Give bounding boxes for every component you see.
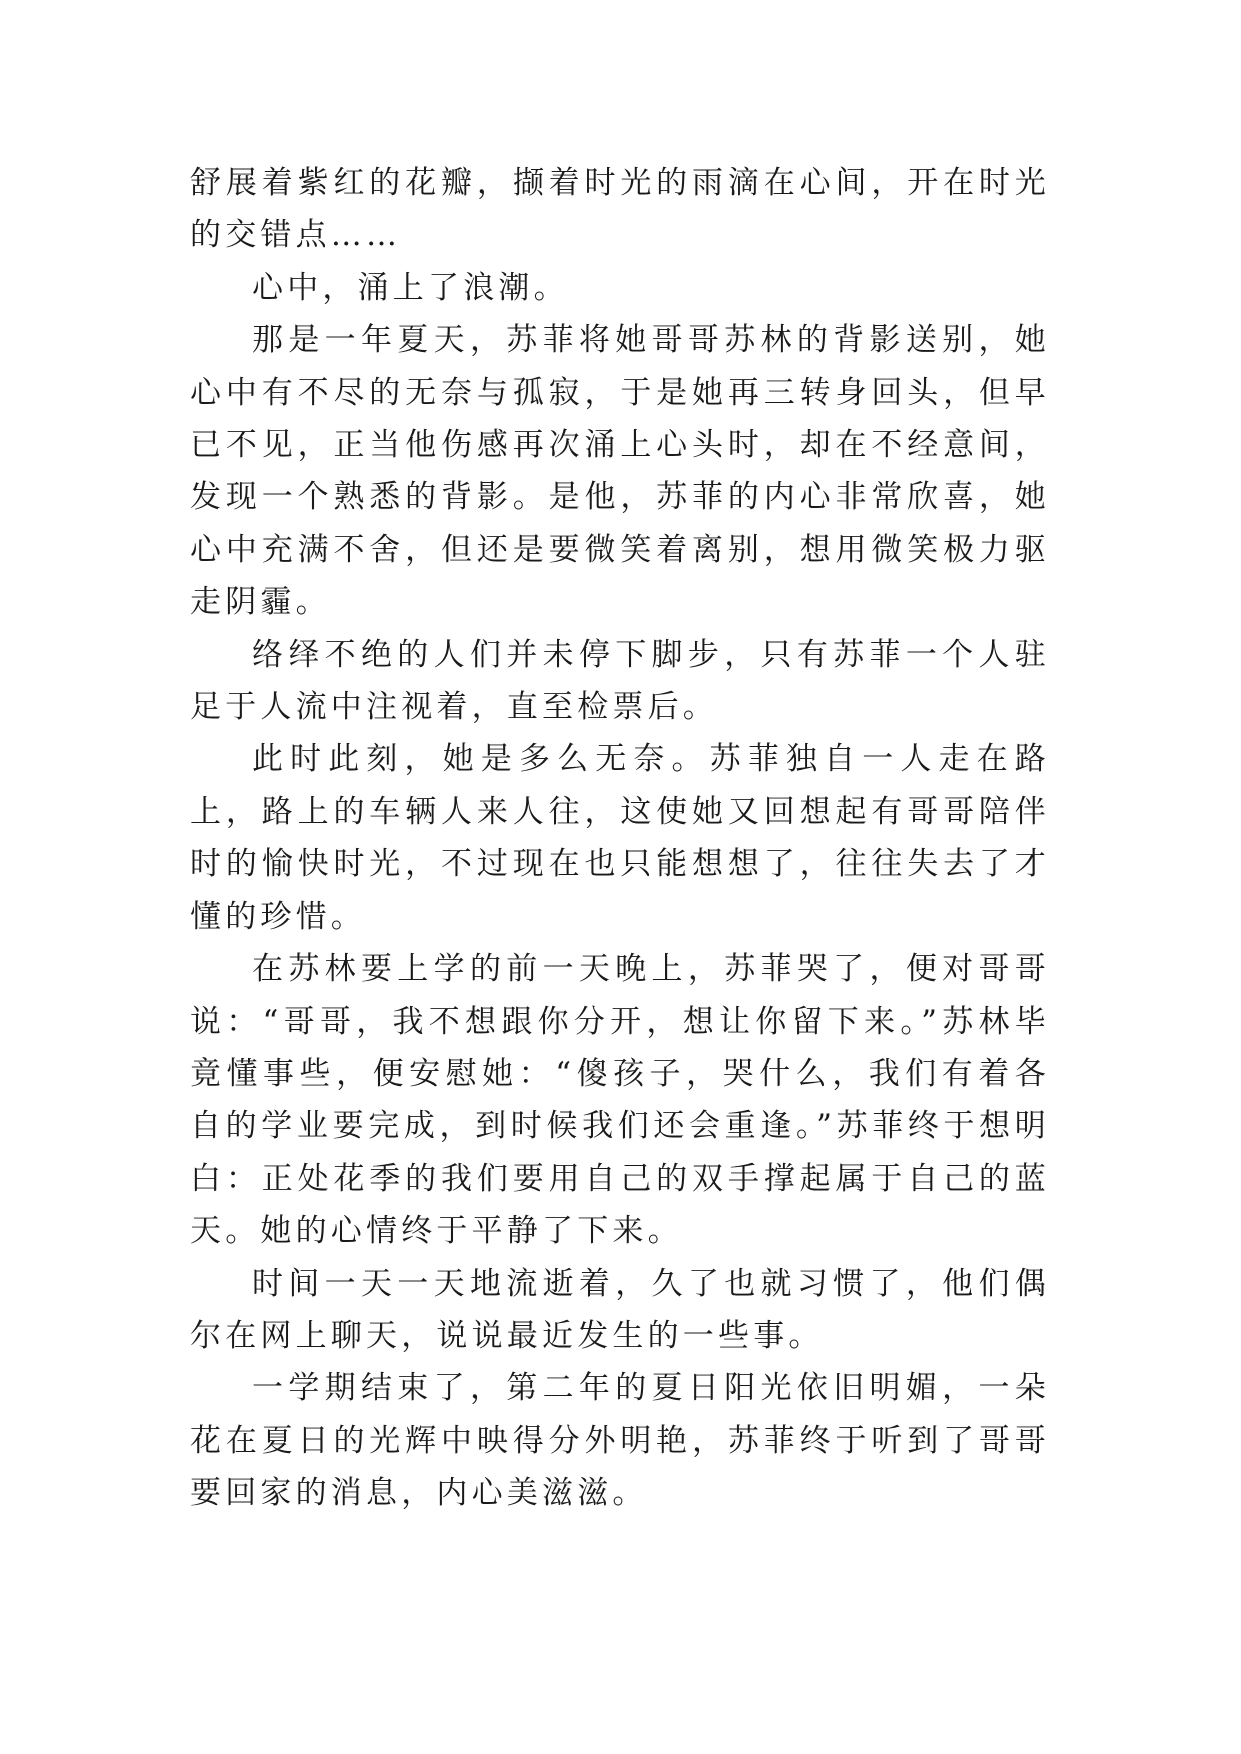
- paragraph-8: 一学期结束了，第二年的夏日阳光依旧明媚，一朵花在夏日的光辉中映得分外明艳，苏菲终于听到了哥哥要回家的消息，内心美滋滋。: [190, 1370, 1050, 1512]
- paragraph-4: 络绎不绝的人们并未停下脚步，只有苏菲一个人驻足于人流中注视着，直至检票后。: [190, 636, 1050, 726]
- paragraph-7: 时间一天一天地流逝着，久了也就习惯了，他们偶尔在网上聊天，说说最近发生的一些事。: [190, 1265, 1050, 1354]
- paragraph-2: 心中，涌上了浪潮。: [252, 269, 569, 306]
- paragraph-5: 此时此刻，她是多么无奈。苏菲独自一人走在路上，路上的车辆人来人往，这使她又回想起有哥哥陪伴时的愉快时光，不过现在也只能想想了，往往失去了才懂的珍惜。: [190, 741, 1050, 935]
- paragraph-3: 那是一年夏天，苏菲将她哥哥苏林的背影送别，她心中有不尽的无奈与孤寂，于是她再三转身回头，但早已不见，正当他伤感再次涌上心头时，却在不经意间，发现一个熟悉的背影。是他，苏菲的内心非常欣喜，她心中充满不舍，但还是要微笑着离别，想用微笑极力驱走阴霾。: [190, 322, 1050, 621]
- paragraph-1: 舒展着紫红的花瓣，撷着时光的雨滴在心间，开在时光的交错点……: [190, 165, 1050, 254]
- paragraph-6: 在苏林要上学的前一天晚上，苏菲哭了，便对哥哥说：“哥哥，我不想跟你分开，想让你留下来。”苏林毕竟懂事些，便安慰她：“傻孩子，哭什么，我们有着各自的学业要完成，到时候我们还会重逢。”苏菲终于想明白：正处花季的我们要用自己的双手撑起属于自己的蓝天。她的心情终于平静了下来。: [190, 951, 1050, 1250]
- document-body: [190, 157, 1050, 1520]
